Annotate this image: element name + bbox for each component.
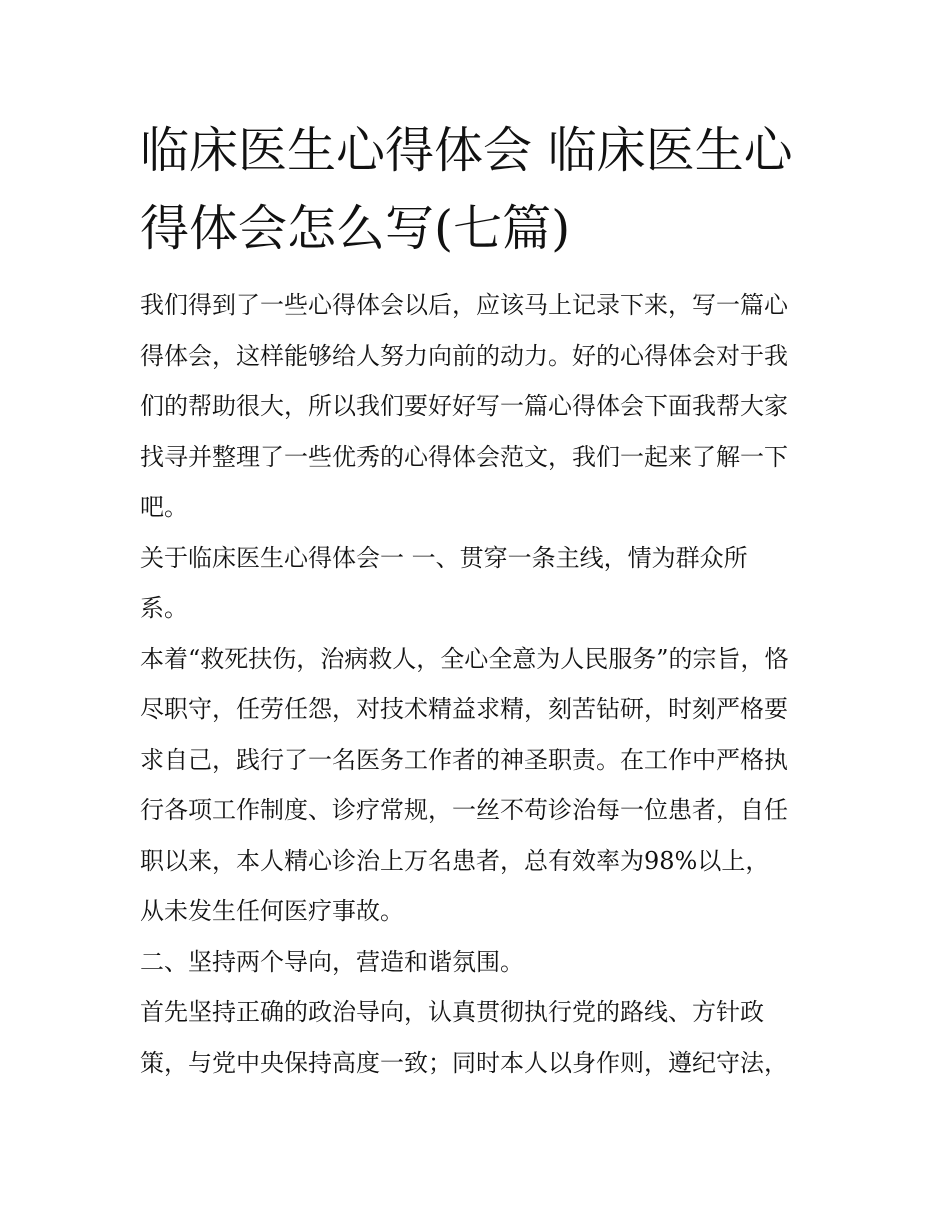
text-line: 求自己，践行了一名医务工作者的神圣职责。在工作中严格执: [140, 745, 788, 774]
intro-paragraph: [140, 280, 830, 533]
text-line: 策，与党中央保持高度一致；同时本人以身作则，遵纪守法，: [140, 1048, 788, 1077]
text-line: 首先坚持正确的政治导向，认真贯彻执行党的路线、方针政: [140, 998, 764, 1026]
text-line: 我们得到了一些心得体会以后，应该马上记录下来，写一篇心: [140, 291, 788, 319]
title-line: 临床医生心得体会 临床医生心: [140, 122, 793, 179]
section-heading-paragraph: [140, 533, 830, 634]
text-line: 找寻并整理了一些优秀的心得体会范文，我们一起来了解一下: [140, 442, 788, 471]
text-line: 关于临床医生心得体会一 一、贯穿一条主线，情为群众所: [140, 543, 748, 572]
text-line: 尽职守，任劳任怨，对技术精益求精，刻苦钻研，时刻严格要: [140, 695, 788, 723]
text-line: 从未发生任何医疗事故。: [140, 897, 404, 925]
text-line: 吧。: [140, 493, 188, 521]
section-heading-paragraph: [140, 937, 830, 988]
text-line: 二、坚持两个导向，营造和谐氛围。: [140, 947, 524, 976]
title-line: 得体会怎么写(七篇): [140, 200, 571, 257]
text-line: 们的帮助很大，所以我们要好好写一篇心得体会下面我帮大家: [140, 392, 788, 420]
text-line: 本着“救死扶伤，治病救人，全心全意为人民服务”的宗旨，恪: [140, 644, 789, 673]
text-line: 得体会，这样能够给人努力向前的动力。好的心得体会对于我: [140, 341, 788, 370]
text-line: 系。: [140, 594, 188, 622]
body-paragraph: [140, 634, 830, 937]
document-title: [140, 112, 830, 268]
text-line: 职以来，本人精心诊治上万名患者，总有效率为98%以上，: [140, 846, 770, 875]
text-line: 行各项工作制度、诊疗常规，一丝不苟诊治每一位患者，自任: [140, 796, 788, 824]
document-page: [140, 112, 830, 1088]
body-paragraph: [140, 987, 830, 1088]
